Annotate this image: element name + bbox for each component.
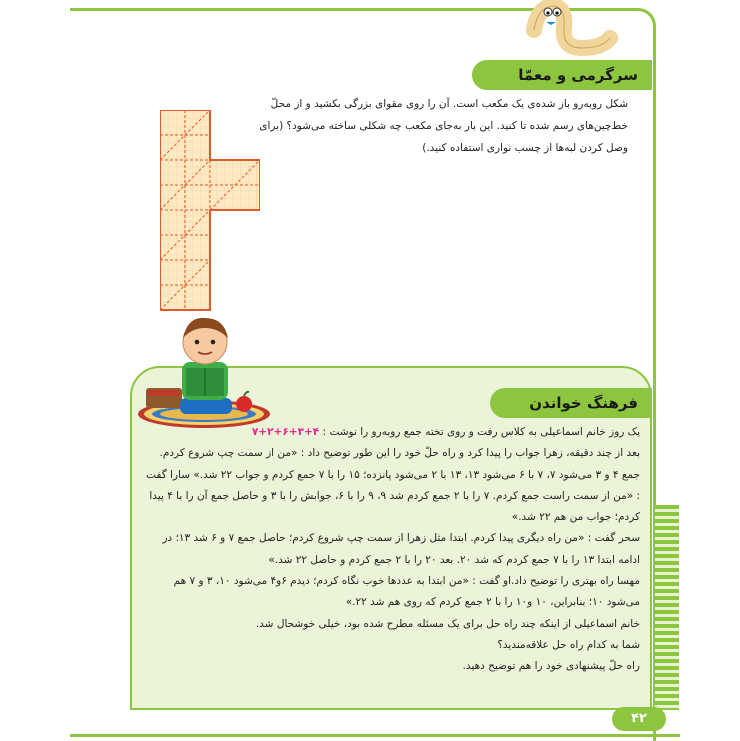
decorative-stripes [655, 505, 679, 710]
worm-mascot-illustration [526, 0, 621, 62]
sum-expression: ۴+۳+۶+۲+۷ [251, 426, 320, 438]
reading-child-illustration [136, 314, 272, 430]
story-question: شما به کدام راه حل علاقه‌مندید؟ [497, 638, 640, 651]
story-paragraph: مهسا راه بهتری را توضیح داد.او گفت : «من ابتدا به عددها خوب نگاه کردم؛ دیدم ۶و۴ می‌شود ۱۰، ۳ و ۷ هم می‌شود ۱۰؛ بنابراین، ۱۰ و۱۰ را با ۲ جمع کردم که روی هم شد ۲۲.» [173, 575, 640, 609]
reading-heading: فرهنگ خواندن [490, 388, 652, 418]
puzzle-heading: سرگرمی و معمّا [472, 60, 652, 90]
page-number: ۴۲ [612, 707, 666, 731]
story-paragraph: سحر گفت : «من راه دیگری پیدا کردم. ابتدا مثل زهرا از سمت چپ شروع کردم؛ حاصل جمع ۷ و ۶ شد ۱۳؛ در ادامه ابتدا ۱۳ را با ۷ جمع کردم که شد ۲۰. بعد ۲۰ را با ۲ جمع کردم و حاصل ۲۲ شد.» [162, 532, 640, 566]
story-intro-text: یک روز خانم اسماعیلی به کلاس رفت و روی تخته جمع روبه‌رو را نوشت : [322, 426, 640, 438]
bottom-border [70, 734, 680, 737]
puzzle-paragraph: شکل روبه‌رو باز شده‌ی یک مکعب است. آن را روی مقوای بزرگی بکشید و از محلّ خط‌چین‌های رسم شده تا کنید. این بار به‌جای مکعب چه شکلی ساخته می‌شود؟ (برای وصل کردن لبه‌ها از چسب نواری استفاده کنید.) [259, 98, 628, 154]
story-question: راه حلّ پیشنهادی خود را هم توضیح دهید. [462, 660, 640, 673]
cube-net-figure [160, 110, 260, 312]
story-paragraph: خانم اسماعیلی از اینکه چند راه حل برای یک مسئله مطرح شده بود، خیلی خوشحال شد. [255, 617, 640, 630]
story-intro [140, 422, 640, 443]
reading-text [140, 422, 640, 678]
story-paragraph: بعد از چند دقیقه، زهرا جواب را پیدا کرد و راه حلّ خود را این طور توضیح داد : «من از سمت چپ شروع کردم. جمع ۴ و ۳ می‌شود ۷، ۷ با ۶ می‌شود ۱۳، ۱۳ با ۲ می‌شود پانزده؛ ۱۵ را با ۷ جمع کردم و جواب ۲۲ شد.» سارا گفت : «من از سمت راست جمع کردم. ۷ را با ۲ جمع کردم شد ۹، ۹ را با ۶، جوابش را با ۳ و حاصل جمع آن را با ۴ پیدا کردم؛ جواب من هم ۲۲ شد.» [146, 447, 640, 524]
